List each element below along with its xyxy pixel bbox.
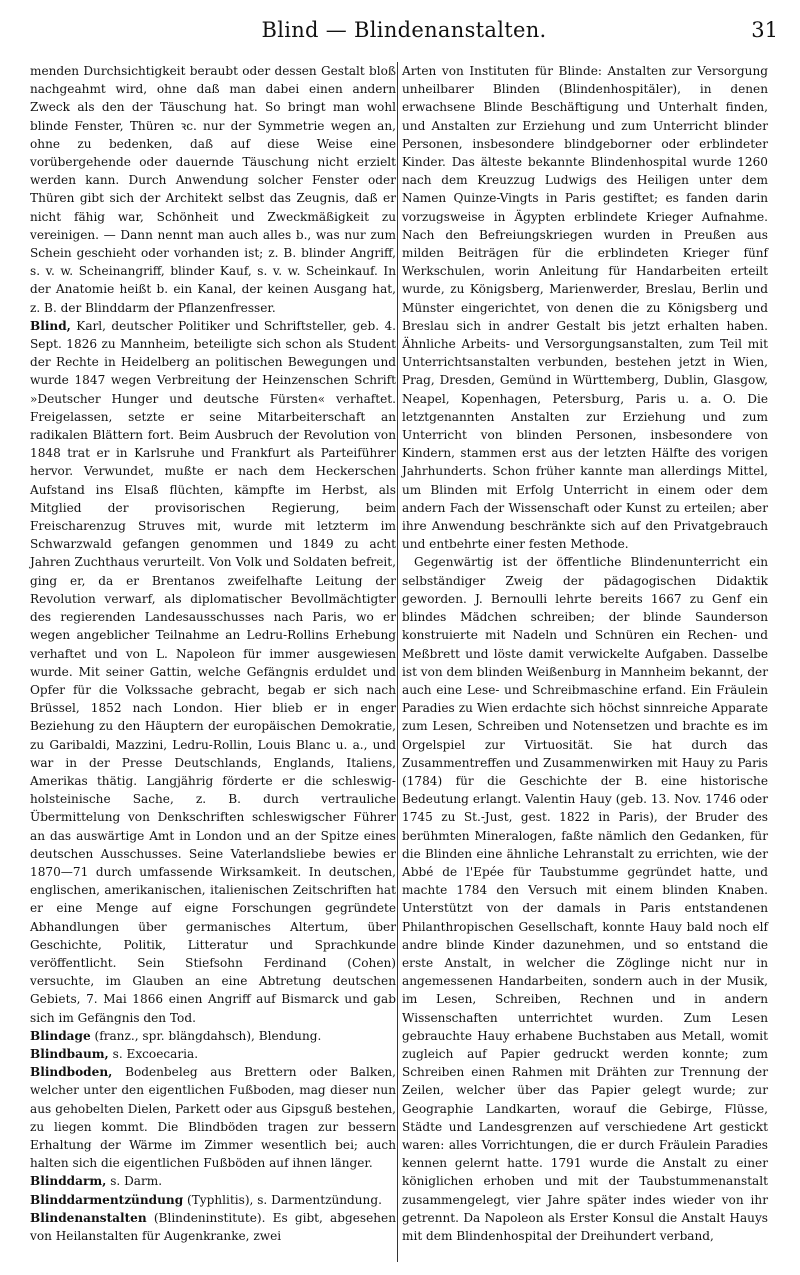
entry-paragraph bbox=[30, 317, 396, 1027]
entry-text: Bodenbeleg aus Brettern oder Balken, welcher unter den eigentlichen Fußboden, mag dieser nun aus gehobelten Dielen, Parkett oder aus Gipsguß bestehen, zu liegen kommt. Die Blindböden tragen zur bessern Erhaltung der Wärme im Zimmer wesentlich bei; auch halten sich die eigentlichen Fußböden auf ihnen länger. bbox=[30, 1065, 396, 1171]
entry-paragraph bbox=[30, 1209, 396, 1245]
entry-text: (Typhlitis), s. Darmentzündung. bbox=[183, 1192, 382, 1207]
body-paragraph: Gegenwärtig ist der öffentliche Blindenunterricht ein selbständiger Zweig der pädagogischen Didaktik geworden. J. Bernoulli lehrte bereits 1667 zu Genf ein blindes Mädchen schreiben; der blinde Saunderson konstruierte mit Nadeln und Schnüren ein Rechen- und Meßbrett und löste damit verwickelte Aufgaben. Dasselbe ist von dem blinden Weißenburg in Mannheim bekannt, der auch eine Lese- und Schreibmaschine erfand. Ein Fräulein Paradies zu Wien erdachte sich höchst sinnreiche Apparate zum Lesen, Schreiben und Notensetzen und brachte es im Orgelspiel zur Virtuosität. Sie hat durch das Zusammentreffen und Zusammenwirken mit Hauy zu Paris (1784) für die Geschichte der B. eine historische Bedeutung erlangt. Valentin Hauy (geb. 13. Nov. 1746 oder 1745 zu St.-Just, gest. 1822 in Paris), der Bruder des berühmten Mineralogen, faßte nämlich den Gedanken, für die Blinden eine ähnliche Lehranstalt zu errichten, wie der Abbé de l'Epée für Taubstumme gegründet hatte, und machte 1784 den Versuch mit einem blinden Knaben. Unterstützt von der damals in Paris entstandenen Philanthropischen Gesellschaft, konnte Hauy bald noch elf andre blinde Kinder dazunehmen, und so entstand die erste Anstalt, in welcher die Zöglinge nicht nur in angemessenen Handarbeiten, sondern auch in der Musik, im Lesen, Schreiben, Rechnen und in andern Wissenschaften unterrichtet wurden. Zum Lesen gebrauchte Hauy erhabene Buchstaben aus Metall, womit zugleich auf Papier gedruckt werden konnte; zum Schreiben einen Rahmen mit Drähten zur Trennung der Zeilen, welcher über das Papier gelegt wurde; zur Geographie Landkarten, worauf die Gebirge, Flüsse, Städte und Landesgrenzen auf verschiedene Art gestickt waren: alles Vorrichtungen, die er durch Fräulein Paradies kennen gelernt hatte. 1791 wurde die Anstalt zu einer königlichen erhoben und mit der Taubstummenanstalt zusammengelegt, vier Jahre später indes wieder von ihr getrennt. Da Napoleon als Erster Konsul die Anstalt Hauys mit dem Blindenhospital der Dreihundert verband, bbox=[402, 555, 768, 1243]
column-divider bbox=[397, 62, 398, 1262]
running-title: Blind — Blindenanstalten. bbox=[261, 18, 547, 42]
entry-text: (franz., spr. blängdahsch), Blendung. bbox=[90, 1028, 322, 1043]
entry-headword: Blinddarmentzündung bbox=[30, 1192, 184, 1207]
entry-headword: Blinddarm, bbox=[30, 1174, 107, 1189]
entry-text: (Blindeninstitute). Es gibt, abgesehen von Heilanstalten für Augenkranke, zwei bbox=[30, 1210, 396, 1243]
entry-paragraph bbox=[30, 1027, 396, 1045]
entry-headword: Blindage bbox=[30, 1028, 91, 1043]
entry-paragraph bbox=[30, 1191, 396, 1209]
body-paragraph: Arten von Instituten für Blinde: Anstalten zur Versorgung unheilbarer Blinden (Blindenhospitäler), in denen erwachsene Blinde Beschäftigung und Unterhalt finden, und Anstalten zur Erziehung und zum Unterricht blinder Personen, insbesondere blindgeborner oder erblindeter Kinder. Das älteste bekannte Blindenhospital wurde 1260 nach dem Kreuzzug Ludwigs des Heiligen unter dem Namen Quinze-Vingts in Paris gestiftet; es fanden darin vorzugsweise in Ägypten erblindete Krieger Aufnahme. Nach den Befreiungskriegen wurden in Preußen aus milden Beiträgen für die erblindeten Krieger fünf Werkschulen, worin Anleitung für Handarbeiten erteilt wurde, zu Königsberg, Marienwerder, Breslau, Berlin und Münster eingerichtet, von denen die zu Königsberg und Breslau sich in andrer Gestalt bis jetzt erhalten haben. Ähnliche Arbeits- und Versorgungsanstalten, zum Teil mit Unterrichtsanstalten verbunden, bestehen jetzt in Wien, Prag, Dresden, Gemünd in Württemberg, Dublin, Glasgow, Neapel, Kopenhagen, Petersburg, Paris u. a. O. Die letztgenannten Anstalten zur Erziehung und zum Unterricht von blinden Personen, insbesondere von Kindern, stammen erst aus der letzten Hälfte des vorigen Jahrhunderts. Schon früher kannte man allerdings Mittel, um Blinden mit Erfolg Unterricht in einem oder dem andern Fach der Wissenschaft oder Kunst zu erteilen; aber ihre Anwendung beschränkte sich auf den Privatgebrauch und entbehrte einer festen Methode. bbox=[402, 64, 768, 552]
left-column bbox=[30, 62, 396, 1245]
entry-paragraph bbox=[30, 1045, 396, 1063]
entry-text: s. Darm. bbox=[106, 1174, 163, 1189]
entry-paragraph bbox=[30, 1063, 396, 1172]
entry-paragraph bbox=[30, 1172, 396, 1190]
page-header bbox=[30, 10, 778, 50]
page-number: 31 bbox=[751, 18, 778, 42]
entry-headword: Blindboden, bbox=[30, 1065, 113, 1080]
entry-paragraph bbox=[30, 62, 396, 317]
entry-headword: Blind, bbox=[30, 318, 71, 333]
entry-text: Karl, deutscher Politiker und Schriftsteller, geb. 4. Sept. 1826 zu Mannheim, beteiligte sich schon als Student der Rechte in Heidelberg an politischen Bewegungen und wurde 1847 wegen Verbreitung der Heinzenschen Schrift »Deutscher Hunger und deutsche Fürsten« verhaftet. Freigelassen, setzte er seine Mitarbeiterschaft an radikalen Blättern fort. Beim Ausbruch der Revolution von 1848 trat er in Karlsruhe und Frankfurt als Parteiführer hervor. Verwundet, mußte er nach dem Heckerschen Aufstand ins Elsaß flüchten, kämpfte im Herbst, als Mitglied der provisorischen Regierung, beim Freischarenzug Struves mit, wurde mit letzterm im Schwarzwald gefangen genommen und 1849 zu acht Jahren Zuchthaus verurteilt. Von Volk und Soldaten befreit, ging er, da er Brentanos zweifelhafte Leitung der Revolution verwarf, als diplomatischer Bevollmächtigter des regierenden Landesausschusses nach Paris, wo er wegen angeblicher Teilnahme an Ledru-Rollins Erhebung verhaftet und von L. Napoleon für immer ausgewiesen wurde. Mit seiner Gattin, welche Gefängnis erduldet und Opfer für die Volkssache gebracht, begab er sich nach Brüssel, 1852 nach London. Hier blieb er in enger Beziehung zu den Häuptern der europäischen Demokratie, zu Garibaldi, Mazzini, Ledru-Rollin, Louis Blanc u. a., und war in der Presse Deutschlands, Englands, Italiens, Amerikas thätig. Langjährig förderte er die schleswig-holsteinische Sache, z. B. durch vertrauliche Übermittelung von Denkschriften schleswigscher Führer an das auswärtige Amt in London und an der Spitze eines deutschen Ausschusses. Seine Vaterlandsliebe bewies er 1870—71 durch umfassende Wirksamkeit. In deutschen, englischen, amerikanischen, italienischen Zeitschriften hat er eine Menge auf eigne Forschungen gegründete Abhandlungen über germanisches Altertum, über Geschichte, Politik, Litteratur und Sprachkunde veröffentlicht. Sein Stiefsohn Ferdinand (Cohen) versuchte, im Glauben an eine Abtretung deutschen Gebiets, 7. Mai 1866 einen Angriff auf Bismarck und gab sich im Gefängnis den Tod. bbox=[30, 318, 396, 1025]
entry-headword: Blindenanstalten bbox=[30, 1210, 147, 1225]
right-column bbox=[402, 62, 768, 1245]
entry-text: menden Durchsichtigkeit beraubt oder dessen Gestalt bloß nachgeahmt wird, ohne daß man dabei einen andern Zweck als den der Täuschung hat. So bringt man wohl blinde Fenster, Thüren ꝛc. nur der Symmetrie wegen an, ohne zu bedenken, daß auf diese Weise eine vorübergehende oder dauernde Täuschung nicht erzielt werden kann. Durch Anwendung solcher Fenster oder Thüren gibt sich der Architekt selbst das Zeugnis, daß er nicht fähig war, Schönheit und Zweckmäßigkeit zu vereinigen. — Dann nennt man auch alles b., was nur zum Schein geschieht oder vorhanden ist; z. B. blinder Angriff, s. v. w. Scheinangriff, blinder Kauf, s. v. w. Scheinkauf. In der Anatomie heißt b. ein Kanal, der keinen Ausgang hat, z. B. der Blinddarm der Pflanzenfresser. bbox=[30, 64, 396, 315]
entry-text: s. Excoecaria. bbox=[108, 1046, 199, 1061]
entry-headword: Blindbaum, bbox=[30, 1046, 109, 1061]
